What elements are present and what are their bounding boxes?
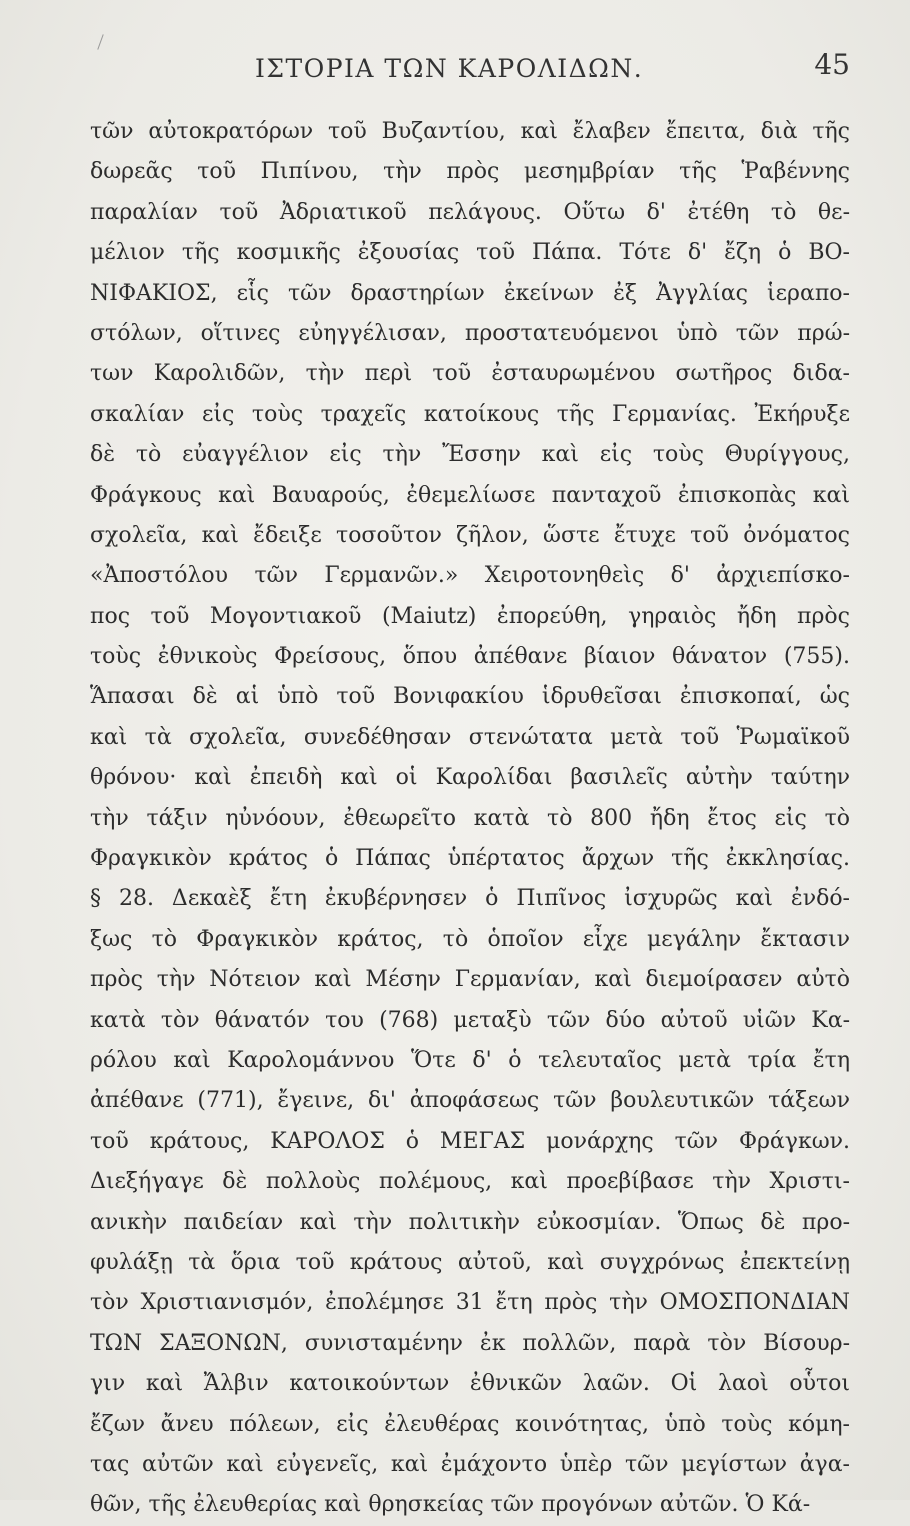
- text-line: καὶ τὰ σχολεῖα, συνεδέθησαν στενώτατα μετὰ τοῦ Ῥωμαϊκοῦ: [90, 724, 850, 750]
- text-line: θρόνου· καὶ ἐπειδὴ καὶ οἱ Καρολίδαι βασιλεῖς αὐτὴν ταύτην: [90, 765, 850, 791]
- page-header: [90, 44, 850, 94]
- text-line: § 28. Δεκαὲξ ἔτη ἐκυβέρνησεν ὁ Πιπῖνος ἰσχυρῶς καὶ ἐνδό-: [90, 886, 850, 912]
- text-line: Φραγκικὸν κράτος ὁ Πάπας ὑπέρτατος ἄρχων τῆς ἐκκλησίας.: [90, 846, 850, 872]
- text-line: γιν καὶ Ἄλβιν κατοικούντων ἐθνικῶν λαῶν. Οἱ λαοὶ οὗτοι: [90, 1371, 850, 1397]
- text-line: «Ἀποστόλου τῶν Γερμανῶν.» Χειροτονηθεὶς δ' ἀρχιεπίσκο-: [90, 563, 850, 589]
- text-line: πος τοῦ Μογοντιακοῦ (Maiutz) ἐπορεύθη, γηραιὸς ἤδη πρὸς: [90, 603, 850, 629]
- text-line: Φράγκους καὶ Βαυαρούς, ἐθεμελίωσε πανταχοῦ ἐπισκοπὰς καὶ: [90, 482, 850, 508]
- text-line: ξως τὸ Φραγκικὸν κράτος, τὸ ὁποῖον εἶχε μεγάλην ἔκτασιν: [90, 926, 850, 952]
- text-line: παραλίαν τοῦ Ἀδριατικοῦ πελάγους. Οὕτω δ' ἐτέθη τὸ θε-: [90, 199, 850, 225]
- text-line: τὸν Χριστιανισμόν, ἐπολέμησε 31 ἔτη πρὸς τὴν ΟΜΟΣΠΟΝΔΙΑΝ: [90, 1290, 850, 1316]
- text-line: τοὺς ἐθνικοὺς Φρείσους, ὅπου ἀπέθανε βίαιον θάνατον (755).: [90, 644, 850, 670]
- text-line: σχολεῖα, καὶ ἔδειξε τοσοῦτον ζῆλον, ὥστε ἔτυχε τοῦ ὀνόματος: [90, 522, 850, 548]
- text-line: Διεξήγαγε δὲ πολλοὺς πολέμους, καὶ προεβίβασε τὴν Χριστι-: [90, 1169, 850, 1195]
- body-text: [90, 112, 850, 1526]
- text-line: ανικὴν παιδείαν καὶ τὴν πολιτικὴν εὐκοσμίαν. Ὅπως δὲ προ-: [90, 1209, 850, 1235]
- text-line: τοῦ κράτους, ΚΑΡΟΛΟΣ ὁ ΜΕΓΑΣ μονάρχης τῶν Φράγκων.: [90, 1128, 850, 1154]
- text-line: δὲ τὸ εὐαγγέλιον εἰς τὴν Ἔσσην καὶ εἰς τοὺς Θυρίγγους,: [90, 442, 850, 468]
- text-line: ἀπέθανε (771), ἔγεινε, δι' ἀποφάσεως τῶν βουλευτικῶν τάξεων: [90, 1088, 850, 1114]
- text-line: σκαλίαν εἰς τοὺς τραχεῖς κατοίκους τῆς Γερμανίας. Ἐκήρυξε: [90, 401, 850, 427]
- text-line: δωρεᾶς τοῦ Πιπίνου, τὴν πρὸς μεσημβρίαν τῆς Ῥαβέννης: [90, 159, 850, 185]
- text-line: στόλων, οἵτινες εὐηγγέλισαν, προστατευόμενοι ὑπὸ τῶν πρώ-: [90, 320, 850, 346]
- text-line: τῶν αὐτοκρατόρων τοῦ Βυζαντίου, καὶ ἔλαβεν ἔπειτα, διὰ τῆς: [90, 119, 850, 144]
- text-line: κατὰ τὸν θάνατόν του (768) μεταξὺ τῶν δύο αὐτοῦ υἱῶν Κα-: [90, 1007, 850, 1033]
- text-line: θῶν, τῆς ἐλευθερίας καὶ θρησκείας τῶν προγόνων αὐτῶν. Ὁ Κά-: [90, 1492, 811, 1518]
- text-line: ἔζων ἄνευ πόλεων, εἰς ἐλευθέρας κοινότητας, ὑπὸ τοὺς κόμη-: [90, 1411, 850, 1437]
- running-title: ΙΣΤΟΡΙΑ ΤΩΝ ΚΑΡΟΛΙΔΩΝ.: [255, 54, 644, 83]
- text-line: τας αὐτῶν καὶ εὐγενεῖς, καὶ ἐμάχοντο ὑπὲρ τῶν μεγίστων ἀγα-: [90, 1451, 850, 1477]
- text-line: πρὸς τὴν Νότειον καὶ Μέσην Γερμανίαν, καὶ διεμοίρασεν αὐτὸ: [90, 967, 850, 993]
- text-line: μέλιον τῆς κοσμικῆς ἐξουσίας τοῦ Πάπα. Τότε δ' ἔζη ὁ ΒΟ-: [90, 240, 850, 266]
- text-line: ρόλου καὶ Καρολομάννου Ὅτε δ' ὁ τελευταῖος μετὰ τρία ἔτη: [90, 1047, 850, 1073]
- page-number: 45: [814, 48, 850, 81]
- text-line: τὴν τάξιν ηὐνόουν, ἐθεωρεῖτο κατὰ τὸ 800 ἤδη ἔτος εἰς τὸ: [90, 805, 850, 831]
- text-line: φυλάξῃ τὰ ὅρια τοῦ κράτους αὐτοῦ, καὶ συγχρόνως ἐπεκτείνῃ: [90, 1249, 850, 1275]
- text-line: των Καρολιδῶν, τὴν περὶ τοῦ ἐσταυρωμένου σωτῆρος διδα-: [90, 361, 850, 387]
- text-line: ΝΙΦΑΚΙΟΣ, εἷς τῶν δραστηρίων ἐκείνων ἐξ Ἀγγλίας ἱεραπο-: [90, 280, 850, 306]
- text-line: ΤΩΝ ΣΑΞΟΝΩΝ, συνισταμένην ἐκ πολλῶν, παρὰ τὸν Βίσουρ-: [90, 1330, 850, 1356]
- text-line: Ἅπασαι δὲ αἱ ὑπὸ τοῦ Βονιφακίου ἱδρυθεῖσαι ἐπισκοπαί, ὡς: [90, 684, 850, 710]
